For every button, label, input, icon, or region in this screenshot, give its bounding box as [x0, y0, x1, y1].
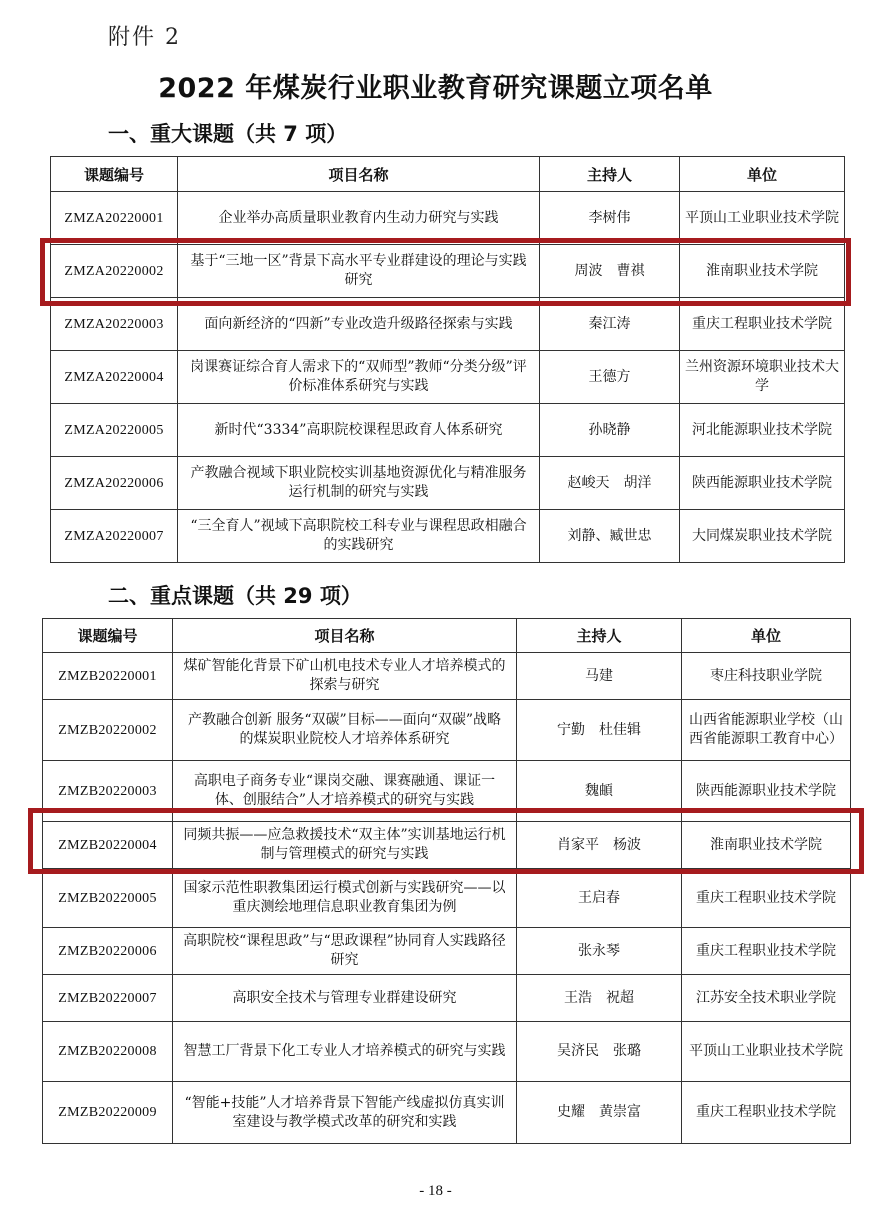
project-unit: 江苏安全技术职业学院 [682, 975, 851, 1022]
major-projects-table [50, 156, 845, 563]
project-name: 煤矿智能化背景下矿山机电技术专业人才培养模式的探索与研究 [173, 653, 517, 700]
project-leader: 魏頔 [517, 761, 682, 822]
col-header-code: 课题编号 [51, 157, 178, 192]
project-leader: 周波 曹祺 [540, 245, 680, 298]
col-header-unit: 单位 [680, 157, 845, 192]
page-title: 2022 年煤炭行业职业教育研究课题立项名单 [158, 73, 713, 104]
project-name: 基于“三地一区”背景下高水平专业群建设的理论与实践研究 [178, 245, 540, 298]
project-unit: 重庆工程职业技术学院 [682, 869, 851, 928]
table-row [43, 1082, 851, 1144]
table-row [51, 192, 845, 245]
section-title-key: 二、重点课题（共 29 项） [108, 584, 362, 608]
project-unit: 淮南职业技术学院 [680, 245, 845, 298]
section-title-major: 一、重大课题（共 7 项） [108, 122, 348, 146]
project-code: ZMZB20220003 [43, 761, 173, 822]
project-leader: 史耀 黄崇富 [517, 1082, 682, 1144]
project-code: ZMZB20220009 [43, 1082, 173, 1144]
project-code: ZMZB20220002 [43, 700, 173, 761]
project-unit: 大同煤炭职业技术学院 [680, 510, 845, 563]
col-header-name: 项目名称 [173, 619, 517, 653]
project-unit: 兰州资源环境职业技术大学 [680, 351, 845, 404]
project-name: 高职院校“课程思政”与“思政课程”协同育人实践路径研究 [173, 928, 517, 975]
project-code: ZMZB20220006 [43, 928, 173, 975]
project-leader: 刘静、臧世忠 [540, 510, 680, 563]
project-leader: 孙晓静 [540, 404, 680, 457]
project-code: ZMZB20220004 [43, 822, 173, 869]
project-leader: 赵峻天 胡洋 [540, 457, 680, 510]
project-leader: 肖家平 杨波 [517, 822, 682, 869]
table-row [43, 928, 851, 975]
project-leader: 王浩 祝超 [517, 975, 682, 1022]
table-row [43, 700, 851, 761]
project-name: 产教融合视域下职业院校实训基地资源优化与精准服务运行机制的研究与实践 [178, 457, 540, 510]
project-unit: 平顶山工业职业技术学院 [680, 192, 845, 245]
table-header-row [51, 157, 845, 192]
project-leader: 秦江涛 [540, 298, 680, 351]
table-header-row [43, 619, 851, 653]
project-name: “三全育人”视域下高职院校工科专业与课程思政相融合的实践研究 [178, 510, 540, 563]
project-leader: 宁勤 杜佳辑 [517, 700, 682, 761]
project-code: ZMZB20220008 [43, 1022, 173, 1082]
col-header-leader: 主持人 [540, 157, 680, 192]
project-code: ZMZA20220004 [51, 351, 178, 404]
project-leader: 吴济民 张璐 [517, 1022, 682, 1082]
table-row [51, 510, 845, 563]
project-leader: 张永琴 [517, 928, 682, 975]
key-projects-table [42, 618, 851, 1144]
project-unit: 重庆工程职业技术学院 [680, 298, 845, 351]
highlight-box-zmzb20220004 [28, 808, 864, 874]
project-code: ZMZA20220003 [51, 298, 178, 351]
table-row [43, 869, 851, 928]
col-header-unit: 单位 [682, 619, 851, 653]
project-code: ZMZB20220005 [43, 869, 173, 928]
project-unit: 山西省能源职业学校（山西省能源职工教育中心） [682, 700, 851, 761]
project-name: 智慧工厂背景下化工专业人才培养模式的研究与实践 [173, 1022, 517, 1082]
project-name: 企业举办高质量职业教育内生动力研究与实践 [178, 192, 540, 245]
project-unit: 重庆工程职业技术学院 [682, 1082, 851, 1144]
project-leader: 王启春 [517, 869, 682, 928]
project-leader: 马建 [517, 653, 682, 700]
highlight-box-zmza20220002 [40, 238, 851, 306]
project-code: ZMZA20220007 [51, 510, 178, 563]
project-code: ZMZA20220001 [51, 192, 178, 245]
project-name: 产教融合创新 服务“双碳”目标——面向“双碳”战略的煤炭职业院校人才培养体系研究 [173, 700, 517, 761]
project-name: 高职电子商务专业“课岗交融、课赛融通、课证一体、创服结合”人才培养模式的研究与实践 [173, 761, 517, 822]
project-unit: 陕西能源职业技术学院 [682, 761, 851, 822]
project-name: 国家示范性职教集团运行模式创新与实践研究——以重庆测绘地理信息职业教育集团为例 [173, 869, 517, 928]
col-header-code: 课题编号 [43, 619, 173, 653]
project-code: ZMZB20220001 [43, 653, 173, 700]
table-row [43, 975, 851, 1022]
table-row [43, 1022, 851, 1082]
project-code: ZMZA20220002 [51, 245, 178, 298]
project-code: ZMZA20220006 [51, 457, 178, 510]
project-unit: 陕西能源职业技术学院 [680, 457, 845, 510]
project-name: 高职安全技术与管理专业群建设研究 [173, 975, 517, 1022]
project-unit: 河北能源职业技术学院 [680, 404, 845, 457]
project-code: ZMZB20220007 [43, 975, 173, 1022]
page-number: - 18 - [419, 1183, 452, 1199]
project-code: ZMZA20220005 [51, 404, 178, 457]
project-leader: 王德方 [540, 351, 680, 404]
table-row [51, 351, 845, 404]
project-name: 岗课赛证综合育人需求下的“双师型”教师“分类分级”评价标准体系研究与实践 [178, 351, 540, 404]
project-name: 面向新经济的“四新”专业改造升级路径探索与实践 [178, 298, 540, 351]
project-unit: 平顶山工业职业技术学院 [682, 1022, 851, 1082]
project-unit: 枣庄科技职业学院 [682, 653, 851, 700]
table-row [43, 653, 851, 700]
project-name: “智能+技能”人才培养背景下智能产线虚拟仿真实训室建设与教学模式改革的研究和实践 [173, 1082, 517, 1144]
attachment-label: 附件 2 [108, 25, 181, 50]
col-header-name: 项目名称 [178, 157, 540, 192]
project-name: 同频共振——应急救援技术“双主体”实训基地运行机制与管理模式的研究与实践 [173, 822, 517, 869]
table-row [51, 404, 845, 457]
project-unit: 重庆工程职业技术学院 [682, 928, 851, 975]
project-unit: 淮南职业技术学院 [682, 822, 851, 869]
col-header-leader: 主持人 [517, 619, 682, 653]
project-leader: 李树伟 [540, 192, 680, 245]
table-row [51, 457, 845, 510]
project-name: 新时代“3334”高职院校课程思政育人体系研究 [178, 404, 540, 457]
key-table-body [43, 653, 851, 1144]
